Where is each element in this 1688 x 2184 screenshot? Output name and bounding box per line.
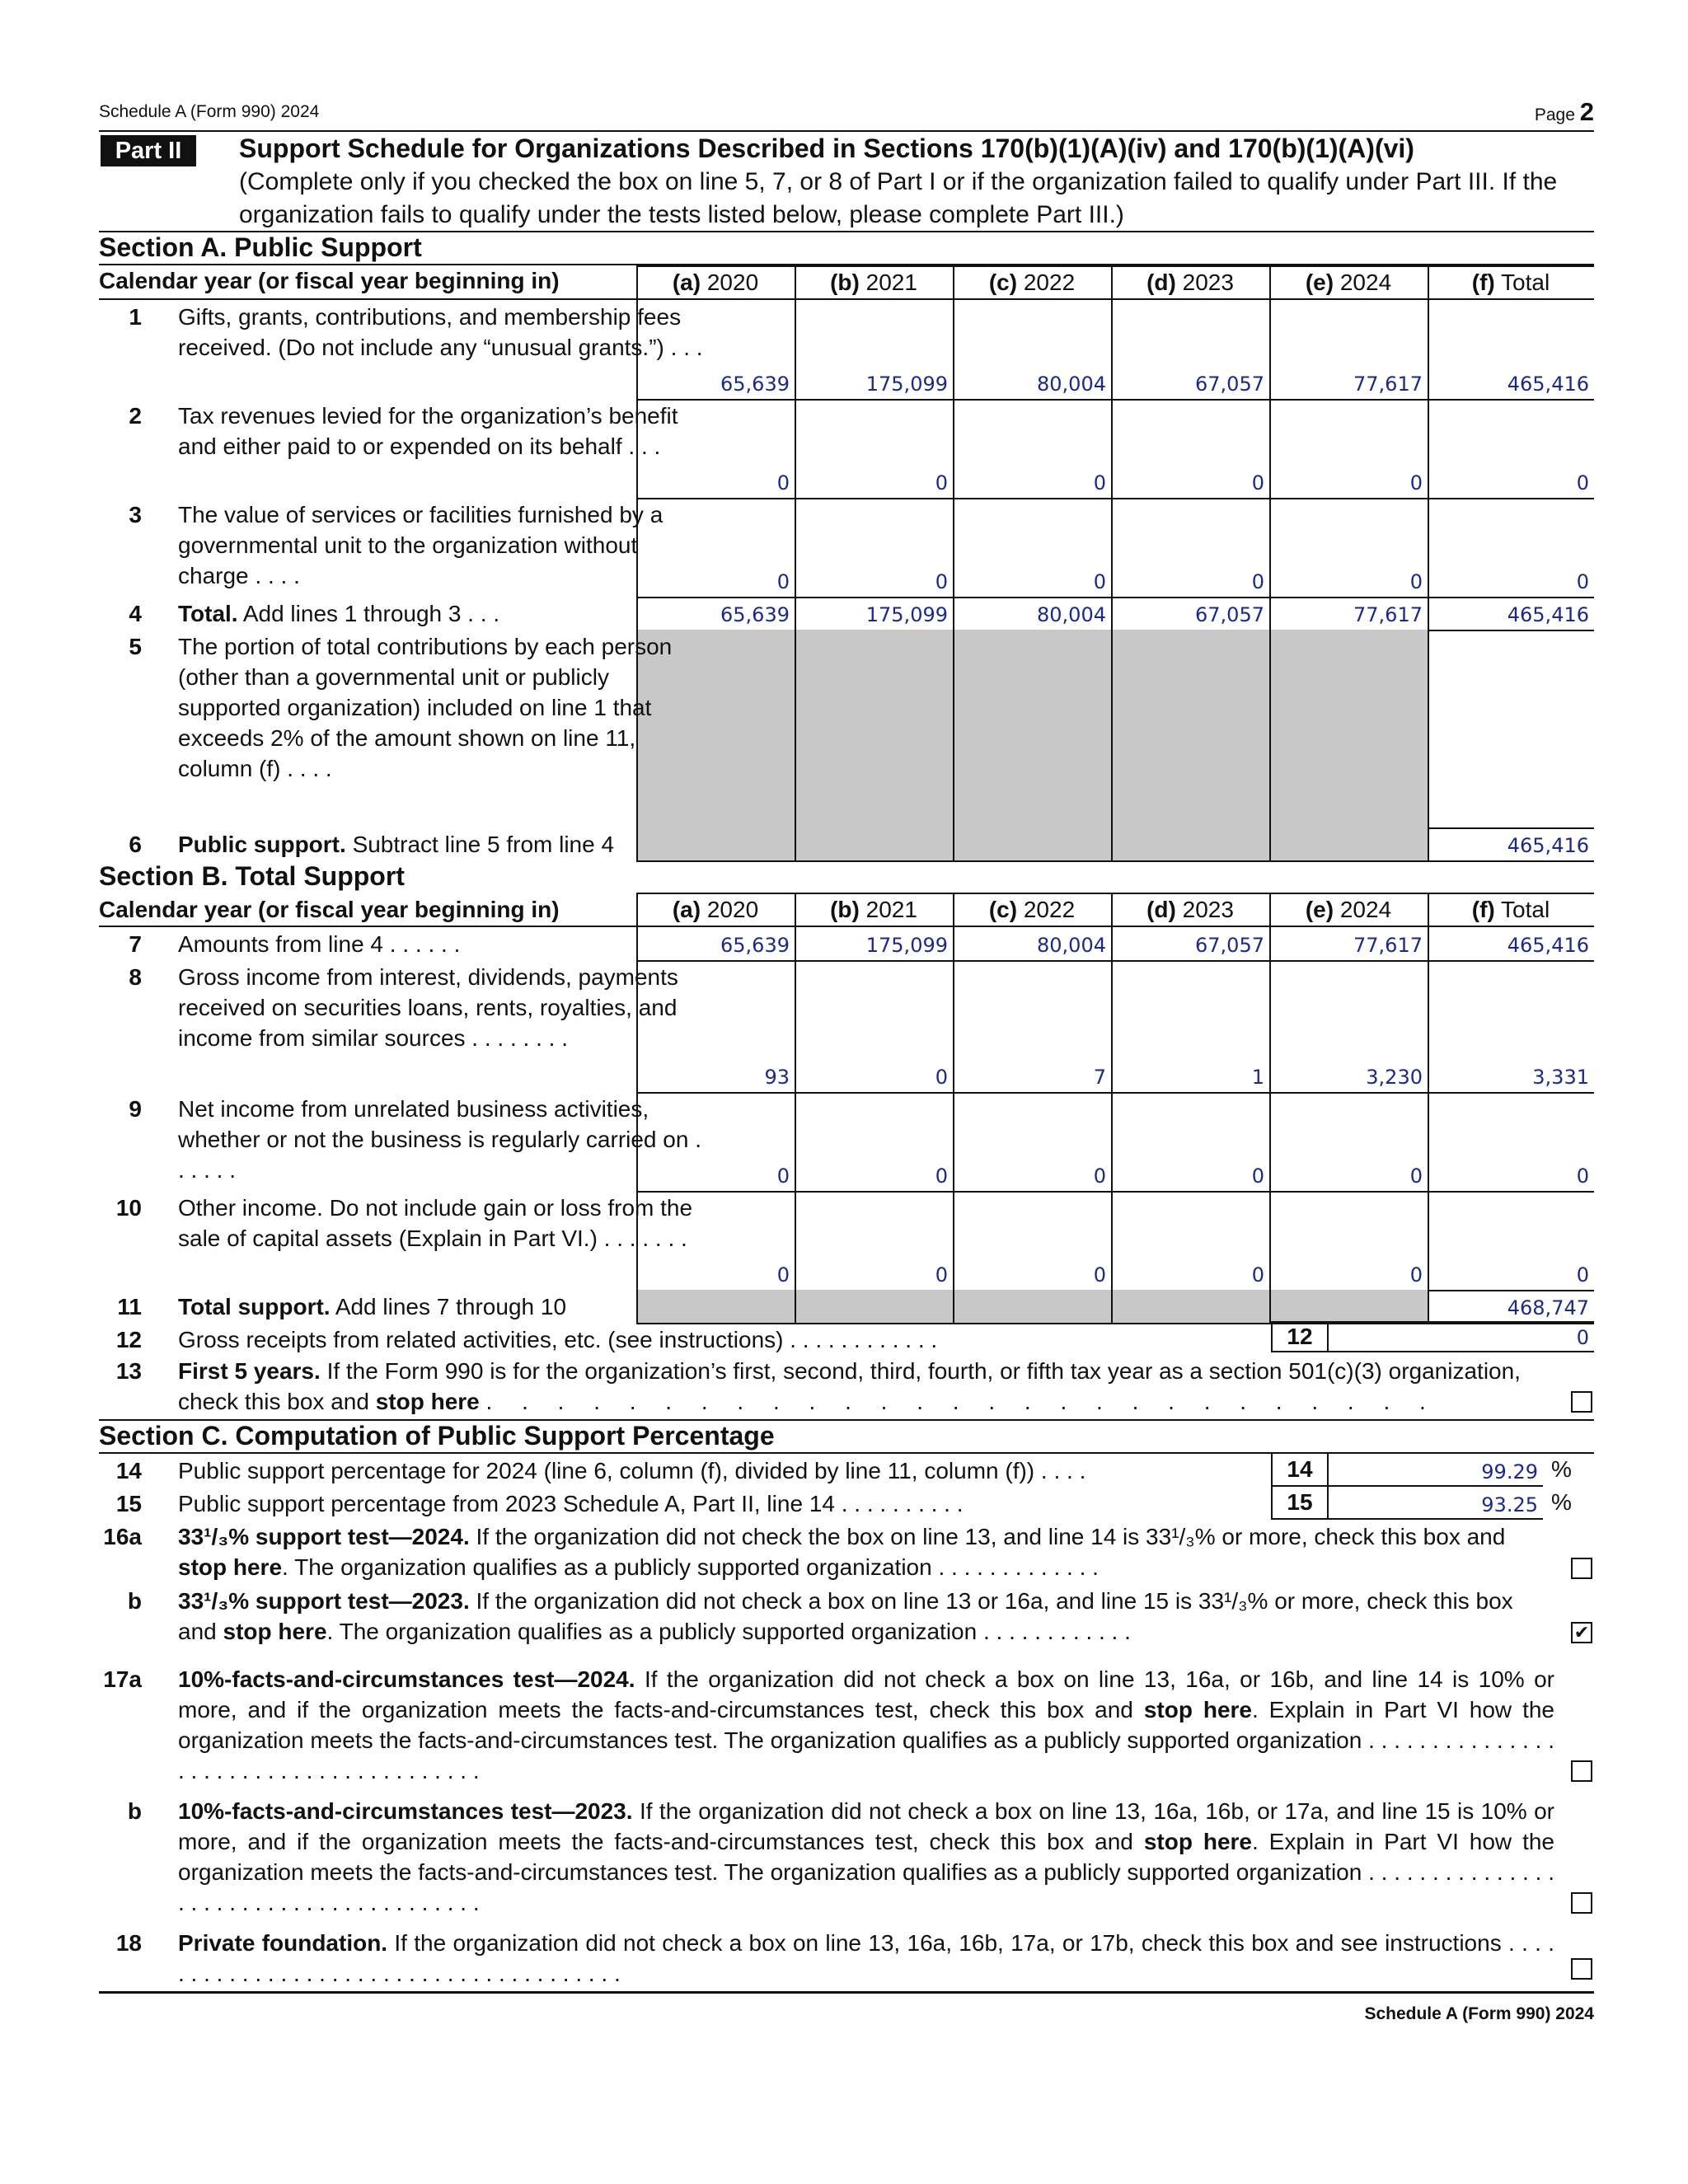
section_b-line-9-cell-5[interactable] xyxy=(1429,1092,1594,1191)
line-18-text xyxy=(178,1928,1554,1989)
section_a-line-6-value-5: 465,416 xyxy=(1507,834,1589,857)
line-17b-checkbox[interactable] xyxy=(1571,1892,1592,1914)
section_a-header-top-rule xyxy=(636,265,1594,267)
section_a-col-letter-1: (b) xyxy=(830,269,860,295)
section_a-line-1-cell-2[interactable] xyxy=(954,300,1111,399)
line-14-text: Public support percentage for 2024 (line 6, column (f), divided by line 11, column (f)) . . . . xyxy=(178,1458,1086,1483)
section_a-line-3-value-0: 0 xyxy=(776,570,790,593)
section_a-line-1-value-0: 65,639 xyxy=(720,373,790,396)
line-14-box-label: 14 xyxy=(1271,1454,1329,1485)
section_a-line-4-value-5: 465,416 xyxy=(1507,603,1589,626)
line-16a-body: If the organization did not check the box on line 13, and line 14 is 33¹/₃% or more, check this box and xyxy=(476,1524,1506,1549)
section_a-line-4-cell-4[interactable] xyxy=(1271,597,1428,630)
section_a-line-3-value-1: 0 xyxy=(935,570,948,593)
section_b-line-9-cell-4[interactable] xyxy=(1271,1092,1428,1191)
section_b-line-10-value-2: 0 xyxy=(1093,1263,1106,1286)
section_a-line-3-text xyxy=(178,499,706,591)
section_b-line-10-value-3: 0 xyxy=(1251,1263,1264,1286)
section_b-line-11-label: Total support. xyxy=(178,1294,331,1319)
line-13-body: If the Form 990 is for the organization’s first, second, third, fourth, or fifth tax year as a section 501(c)(3) organization, check this box and xyxy=(178,1358,1521,1414)
section_a-line-4-text xyxy=(178,598,706,629)
section_b-line-9-value-1: 0 xyxy=(935,1165,948,1188)
section_a-line-4-cell-1[interactable] xyxy=(796,597,953,630)
section_a-line-6-shaded-4 xyxy=(1271,827,1428,860)
line-16a-title: 33¹/₃% support test—2024. xyxy=(178,1524,470,1549)
line-18-title: Private foundation. xyxy=(178,1930,388,1956)
section_b-line-11-cell-5[interactable] xyxy=(1429,1290,1594,1323)
section_a-line-6-number: 6 xyxy=(129,832,142,857)
section_b-line-8-value-0: 93 xyxy=(764,1066,790,1089)
page-number xyxy=(1535,97,1594,127)
section_b-line-11-text xyxy=(178,1291,706,1322)
line-15-field[interactable] xyxy=(1271,1487,1543,1520)
line-17a-title: 10%-facts-and-circumstances test—2024. xyxy=(178,1666,635,1692)
section_b-line-8-cell-4[interactable] xyxy=(1271,960,1428,1092)
section_a-col-header-0 xyxy=(636,269,795,296)
section_a-line-2-text xyxy=(178,401,706,462)
line-16b-stop: stop here xyxy=(223,1619,327,1644)
section_b-line-8-number: 8 xyxy=(129,964,142,990)
line-17a-checkbox[interactable] xyxy=(1571,1760,1592,1782)
section_b-line-10-cell-4[interactable] xyxy=(1271,1191,1428,1290)
section_b-line-8-value-5: 3,331 xyxy=(1532,1066,1589,1089)
section_a-col-header-1 xyxy=(795,269,953,296)
line-18-body: If the organization did not check a box on line 13, 16a, 16b, 17a, or 17b, check this box and see instructions . . . . . . . . . . . . . . . . . . . . . . . . . . . . . . . . . . . . . . . xyxy=(178,1930,1555,1986)
section_b-line-8-body: Gross income from interest, dividends, payments received on securities loans, rents, royalties, and income from similar sources . . . . . . . . xyxy=(178,964,678,1051)
section_a-line-6-shaded-3 xyxy=(1113,827,1269,860)
section_b-line-8-cell-2[interactable] xyxy=(954,960,1111,1092)
section_a-line-4-cell-2[interactable] xyxy=(954,597,1111,630)
section_b-line-8-value-2: 7 xyxy=(1093,1066,1106,1089)
section_a-col-header-2 xyxy=(953,269,1111,296)
section_a-line-5-body: The portion of total contributions by each person (other than a governmental unit or publicly supported organization) included on line 1 that exceeds 2% of the amount shown on line 11, column (f) . . . . xyxy=(178,634,673,781)
section_a-line-4-cell-3[interactable] xyxy=(1113,597,1269,630)
section_a-line-1-cell-4[interactable] xyxy=(1271,300,1428,399)
section_b-line-9-value-3: 0 xyxy=(1251,1165,1264,1188)
section_a-line-6-label: Public support. xyxy=(178,832,346,857)
line-18-number: 18 xyxy=(115,1930,142,1956)
section_b-line-7-value-5: 465,416 xyxy=(1507,934,1589,957)
section_a-line-3-value-4: 0 xyxy=(1409,570,1423,593)
section_a-line-2-body: Tax revenues levied for the organization’s benefit and either paid to or expended on its behalf . . . xyxy=(178,403,678,459)
section_b-line-9-cell-2[interactable] xyxy=(954,1092,1111,1191)
section_a-line-5-text xyxy=(178,631,706,784)
line-13-title: First 5 years. xyxy=(178,1358,321,1384)
line-16b-number: b xyxy=(127,1588,142,1614)
line-17a-tail: . Explain in Part VI how the organization meets the facts-and-circumstances test. The organization qualifies as a publicly supported organization . . . . . . . . . . . . . . . . . . . . . . . . . . . . . . . . . . . . . . . xyxy=(178,1697,1554,1783)
section_a-line-4-cell-0[interactable] xyxy=(638,597,795,630)
line-16b-tail: . The organization qualifies as a publicly supported organization . . . . . . . . . . . . xyxy=(326,1619,1131,1644)
section_a-line-3-cell-5[interactable] xyxy=(1429,498,1594,597)
section_b-col-header-5 xyxy=(1428,897,1594,923)
section_a-line-5-cell-5[interactable] xyxy=(1429,630,1594,827)
section_a-line-6-body: Subtract line 5 from line 4 xyxy=(352,832,615,857)
section_a-line-1-value-4: 77,617 xyxy=(1353,373,1423,396)
line-13-text xyxy=(178,1356,1554,1417)
line-13-stop: stop here xyxy=(375,1389,480,1414)
section_a-line-1-cell-5[interactable] xyxy=(1429,300,1594,399)
section_b-col-header-0 xyxy=(636,897,795,923)
section_b-line-10-text xyxy=(178,1193,706,1254)
section-a-calendar-header: Calendar year (or fiscal year beginning in) xyxy=(99,268,560,293)
section_b-col-year-0: 2020 xyxy=(706,897,759,922)
section_b-line-8-cell-3[interactable] xyxy=(1113,960,1269,1092)
section_a-line-2-number: 2 xyxy=(129,403,142,429)
section_b-line-11-value-5: 468,747 xyxy=(1507,1296,1589,1319)
section_b-line-11-shaded-1 xyxy=(796,1290,953,1323)
section_a-line-1-value-1: 175,099 xyxy=(865,373,948,396)
line-17a-number: 17a xyxy=(103,1666,142,1692)
section_b-col-year-4: 2024 xyxy=(1339,897,1392,922)
section_a-line-6-text xyxy=(178,829,706,860)
line-15-unit: % xyxy=(1551,1489,1572,1515)
section_b-line-10-number: 10 xyxy=(115,1195,142,1221)
section_b-line-7-cell-4[interactable] xyxy=(1271,927,1428,960)
section_b-header-top-rule xyxy=(636,893,1594,894)
section_b-line-8-cell-0[interactable] xyxy=(638,960,795,1092)
section_b-line-10-value-0: 0 xyxy=(776,1263,790,1286)
line-13-dots: . . . . . . . . . . . . . . . . . . . . . . . . . . . xyxy=(485,1389,1437,1414)
line-17b-stop: stop here xyxy=(1143,1829,1252,1854)
section_b-col-year-5: Total xyxy=(1501,897,1550,922)
section_b-line-9-body: Net income from unrelated business activities, whether or not the business is regularly carried on . . . . . . xyxy=(178,1096,701,1183)
line-14-field[interactable] xyxy=(1271,1454,1543,1487)
section_a-line-4-number: 4 xyxy=(129,601,142,626)
section_b-line-7-cell-0[interactable] xyxy=(638,927,795,960)
section_b-line-11-shaded-4 xyxy=(1271,1290,1428,1323)
line-15-value: 93.25 xyxy=(1481,1493,1538,1516)
section_a-line-3-value-5: 0 xyxy=(1576,570,1589,593)
section_a-line-6-shaded-1 xyxy=(796,827,953,860)
section_a-line-3-cell-4[interactable] xyxy=(1271,498,1428,597)
section_a-line-1-cell-0[interactable] xyxy=(638,300,795,399)
section_b-line-11-number: 11 xyxy=(117,1294,142,1319)
section_b-line-9-value-2: 0 xyxy=(1093,1165,1106,1188)
line-12-number: 12 xyxy=(115,1327,142,1352)
section_a-col-year-4: 2024 xyxy=(1339,269,1392,295)
section_b-col-header-4 xyxy=(1269,897,1428,923)
section_b-line-10-value-4: 0 xyxy=(1409,1263,1423,1286)
section_a-col-header-4 xyxy=(1269,269,1428,296)
line-16a-text xyxy=(178,1521,1554,1582)
section_b-line-7-cell-2[interactable] xyxy=(954,927,1111,960)
section_a-line-4-value-0: 65,639 xyxy=(720,603,790,626)
section_b-line-9-number: 9 xyxy=(129,1096,142,1122)
section_a-line-1-value-5: 465,416 xyxy=(1507,373,1589,396)
line-12-text: Gross receipts from related activities, etc. (see instructions) . . . . . . . . . . . . xyxy=(178,1327,938,1352)
section_b-line-11-body: Add lines 7 through 10 xyxy=(335,1294,567,1319)
section_a-line-6-shaded-2 xyxy=(954,827,1111,860)
line-13-checkbox[interactable] xyxy=(1571,1391,1592,1413)
section_a-line-2-value-5: 0 xyxy=(1576,471,1589,494)
section_b-line-7-value-3: 67,057 xyxy=(1195,934,1264,957)
section_a-col-year-2: 2022 xyxy=(1023,269,1076,295)
section_b-line-7-cell-5[interactable] xyxy=(1429,927,1594,960)
section_b-line-7-value-2: 80,004 xyxy=(1037,934,1106,957)
line-16a-stop: stop here xyxy=(178,1554,283,1580)
section_b-line-7-text xyxy=(178,929,706,959)
line-15-text: Public support percentage from 2023 Schedule A, Part II, line 14 . . . . . . . . . . xyxy=(178,1491,964,1516)
section_b-line-7-cell-1[interactable] xyxy=(796,927,953,960)
section_b-col-header-1 xyxy=(795,897,953,923)
line-12-value: 0 xyxy=(1576,1326,1589,1349)
section_a-line-2-value-1: 0 xyxy=(935,471,948,494)
section_b-line-9-text xyxy=(178,1094,706,1185)
section_a-line-6-cell-5[interactable] xyxy=(1429,827,1594,860)
section_a-line-5-shaded-1 xyxy=(796,630,953,827)
section_b-line-10-value-5: 0 xyxy=(1576,1263,1589,1286)
page-label: Page xyxy=(1534,105,1575,124)
section_b-col-year-1: 2021 xyxy=(865,897,917,922)
part-badge: Part II xyxy=(101,135,196,166)
section_a-line-3-cell-3[interactable] xyxy=(1113,498,1269,597)
section-b-calendar-header: Calendar year (or fiscal year beginning in) xyxy=(99,897,560,922)
section_a-line-3-value-2: 0 xyxy=(1093,570,1106,593)
section_b-line-11-shaded-3 xyxy=(1113,1290,1269,1323)
section_b-line-11-shaded-2 xyxy=(954,1290,1111,1323)
section_b-col-year-2: 2022 xyxy=(1023,897,1076,922)
section_a-line-2-cell-1[interactable] xyxy=(796,399,953,498)
form-header-name: Schedule A (Form 990) 2024 xyxy=(99,102,320,121)
section_b-line-8-text xyxy=(178,962,706,1053)
section_b-line-10-cell-1[interactable] xyxy=(796,1191,953,1290)
section_a-line-4-label: Total. xyxy=(178,601,238,626)
section_b-line-9-value-4: 0 xyxy=(1409,1165,1423,1188)
section_a-line-4-body: Add lines 1 through 3 . . . xyxy=(242,601,500,626)
line-14-number: 14 xyxy=(115,1458,142,1483)
line-16a-tail: . The organization qualifies as a publicly supported organization . . . . . . . . . . . . . xyxy=(282,1554,1099,1580)
line-16b-body: If the organization did not check a box on line 13 or 16a, and line 15 is 33¹/₃% or more, check this box and xyxy=(178,1588,1513,1644)
page-number-value: 2 xyxy=(1579,97,1594,126)
line-16b-text xyxy=(178,1586,1554,1647)
section_a-line-2-value-3: 0 xyxy=(1251,471,1264,494)
section-c-title: Section C. Computation of Public Support Percentage xyxy=(99,1421,775,1451)
footer-form-name: Schedule A (Form 990) 2024 xyxy=(1364,2004,1594,2023)
section_b-col-letter-3: (d) xyxy=(1146,897,1176,922)
line-17b-body: If the organization did not check a box on line 13, 16a, 16b, or 17a, and line 15 is 10% or more, and if the organization meets the facts-and-circumstances test, check this box and xyxy=(178,1798,1554,1854)
section_b-col-header-2 xyxy=(953,897,1111,923)
section_a-col-letter-0: (a) xyxy=(672,269,701,295)
section_a-line-6-rule xyxy=(636,860,1594,862)
section_a-line-1-number: 1 xyxy=(129,304,142,330)
section_a-line-1-cell-1[interactable] xyxy=(796,300,953,399)
section_a-col-header-5 xyxy=(1428,269,1594,296)
line-15-number: 15 xyxy=(115,1491,142,1516)
section_a-col-year-5: Total xyxy=(1501,269,1550,295)
section_b-line-9-cell-3[interactable] xyxy=(1113,1092,1269,1191)
line-16a-number: 16a xyxy=(103,1524,142,1549)
section_a-line-2-value-0: 0 xyxy=(776,471,790,494)
line-14-unit: % xyxy=(1551,1456,1572,1482)
section_a-line-1-body: Gifts, grants, contributions, and membership fees received. (Do not include any “unusual grants.”) . . . xyxy=(178,304,703,360)
section_a-line-3-body: The value of services or facilities furnished by a governmental unit to the organization without charge . . . . xyxy=(178,502,663,588)
line-17b-tail: . Explain in Part VI how the organization meets the facts-and-circumstances test. The organization qualifies as a publicly supported organization . . . . . . . . . . . . . . . . . . . . . . . . . . . . . . . . . . . . . . . xyxy=(178,1829,1554,1915)
section_a-line-5-number: 5 xyxy=(129,634,142,659)
section_a-col-letter-3: (d) xyxy=(1146,269,1176,295)
section_a-line-4-value-1: 175,099 xyxy=(865,603,948,626)
section_a-line-2-cell-0[interactable] xyxy=(638,399,795,498)
section_b-line-9-value-0: 0 xyxy=(776,1165,790,1188)
line-17a-text xyxy=(178,1664,1554,1786)
line-16b-checkbox[interactable]: ✔ xyxy=(1571,1622,1592,1643)
section_b-line-7-value-4: 77,617 xyxy=(1353,934,1423,957)
section_b-col-letter-1: (b) xyxy=(830,897,860,922)
footer-rule xyxy=(99,1991,1594,1994)
section_a-line-2-value-2: 0 xyxy=(1093,471,1106,494)
line-18-checkbox[interactable] xyxy=(1571,1958,1592,1980)
section_b-line-8-value-3: 1 xyxy=(1251,1066,1264,1089)
line-17a-body: If the organization did not check a box on line 13, 16a, or 16b, and line 14 is 10% or more, and if the organization meets the facts-and-circumstances test, check this box and xyxy=(178,1666,1554,1722)
section_b-line-7-value-0: 65,639 xyxy=(720,934,790,957)
section_a-line-5-shaded-3 xyxy=(1113,630,1269,827)
section_b-line-8-value-4: 3,230 xyxy=(1366,1066,1423,1089)
section_b-line-9-cell-0[interactable] xyxy=(638,1092,795,1191)
section_b-line-10-cell-2[interactable] xyxy=(954,1191,1111,1290)
section_a-col-header-3 xyxy=(1111,269,1269,296)
line-17a-stop: stop here xyxy=(1143,1697,1252,1722)
section_a-line-1-cell-3[interactable] xyxy=(1113,300,1269,399)
line-14-value: 99.29 xyxy=(1481,1460,1538,1483)
section_b-line-10-value-1: 0 xyxy=(935,1263,948,1286)
line-16b-title: 33¹/₃% support test—2023. xyxy=(178,1588,470,1614)
section_a-col-year-0: 2020 xyxy=(706,269,759,295)
section_b-line-8-value-1: 0 xyxy=(935,1066,948,1089)
section_b-col-letter-0: (a) xyxy=(672,897,701,922)
section_b-col-letter-5: (f) xyxy=(1471,897,1495,922)
section_a-line-4-value-4: 77,617 xyxy=(1353,603,1423,626)
line-16a-checkbox[interactable] xyxy=(1571,1558,1592,1579)
section_b-col-header-3 xyxy=(1111,897,1269,923)
section_b-line-7-body: Amounts from line 4 . . . . . . xyxy=(178,931,461,957)
line-12-field[interactable] xyxy=(1271,1321,1594,1352)
section_a-line-2-cell-2[interactable] xyxy=(954,399,1111,498)
section_a-line-2-cell-3[interactable] xyxy=(1113,399,1269,498)
section_a-line-4-value-2: 80,004 xyxy=(1037,603,1106,626)
section_a-line-3-number: 3 xyxy=(129,502,142,527)
section_a-line-2-cell-4[interactable] xyxy=(1271,399,1428,498)
section_a-col-letter-2: (c) xyxy=(988,269,1018,295)
line-17b-title: 10%-facts-and-circumstances test—2023. xyxy=(178,1798,633,1824)
section_b-line-10-cell-3[interactable] xyxy=(1113,1191,1269,1290)
section_a-col-letter-5: (f) xyxy=(1471,269,1495,295)
line-17b-number: b xyxy=(127,1798,142,1824)
section_b-col-year-3: 2023 xyxy=(1182,897,1234,922)
section_b-line-8-cell-5[interactable] xyxy=(1429,960,1594,1092)
section_a-line-1-value-3: 67,057 xyxy=(1195,373,1264,396)
section_a-col-letter-4: (e) xyxy=(1305,269,1334,295)
section-b-title: Section B. Total Support xyxy=(99,861,405,891)
line-15-box-label: 15 xyxy=(1271,1487,1329,1518)
section_a-line-3-cell-0[interactable] xyxy=(638,498,795,597)
line-17b-text xyxy=(178,1796,1554,1918)
section_a-col-year-1: 2021 xyxy=(865,269,917,295)
section_a-line-5-shaded-2 xyxy=(954,630,1111,827)
section_b-line-8-cell-1[interactable] xyxy=(796,960,953,1092)
section_a-line-1-value-2: 80,004 xyxy=(1037,373,1106,396)
section_b-line-9-value-5: 0 xyxy=(1576,1165,1589,1188)
section_a-line-3-cell-1[interactable] xyxy=(796,498,953,597)
section_b-line-7-value-1: 175,099 xyxy=(865,934,948,957)
line-12-box-label: 12 xyxy=(1271,1323,1329,1351)
line-13-number: 13 xyxy=(115,1358,142,1384)
section_a-line-4-cell-5[interactable] xyxy=(1429,597,1594,630)
section_b-col-letter-2: (c) xyxy=(988,897,1018,922)
section_a-line-5-shaded-4 xyxy=(1271,630,1428,827)
section_a-line-2-value-4: 0 xyxy=(1409,471,1423,494)
section_b-line-10-cell-0[interactable] xyxy=(638,1191,795,1290)
section_a-line-3-value-3: 0 xyxy=(1251,570,1264,593)
section_b-line-9-cell-1[interactable] xyxy=(796,1092,953,1191)
section_b-line-10-cell-5[interactable] xyxy=(1429,1191,1594,1290)
section_a-line-2-cell-5[interactable] xyxy=(1429,399,1594,498)
part-title: Support Schedule for Organizations Described in Sections 170(b)(1)(A)(iv) and 170(b)(1)(A)(vi) xyxy=(239,134,1414,163)
section_b-line-10-body: Other income. Do not include gain or loss from the sale of capital assets (Explain in Part VI.) . . . . . . . xyxy=(178,1195,693,1251)
section_a-line-4-value-3: 67,057 xyxy=(1195,603,1264,626)
section_b-line-7-cell-3[interactable] xyxy=(1113,927,1269,960)
section_b-line-7-number: 7 xyxy=(129,931,142,957)
section-a-title: Section A. Public Support xyxy=(99,232,422,262)
section_a-line-1-text xyxy=(178,302,706,363)
section_a-col-year-3: 2023 xyxy=(1182,269,1234,295)
section_b-col-letter-4: (e) xyxy=(1305,897,1334,922)
section_a-line-3-cell-2[interactable] xyxy=(954,498,1111,597)
part-subtitle: (Complete only if you checked the box on line 5, 7, or 8 of Part I or if the organization failed to qualify under Part III. If the organization fails to qualify under the tests listed below, please complete Part III.) xyxy=(239,168,1558,228)
